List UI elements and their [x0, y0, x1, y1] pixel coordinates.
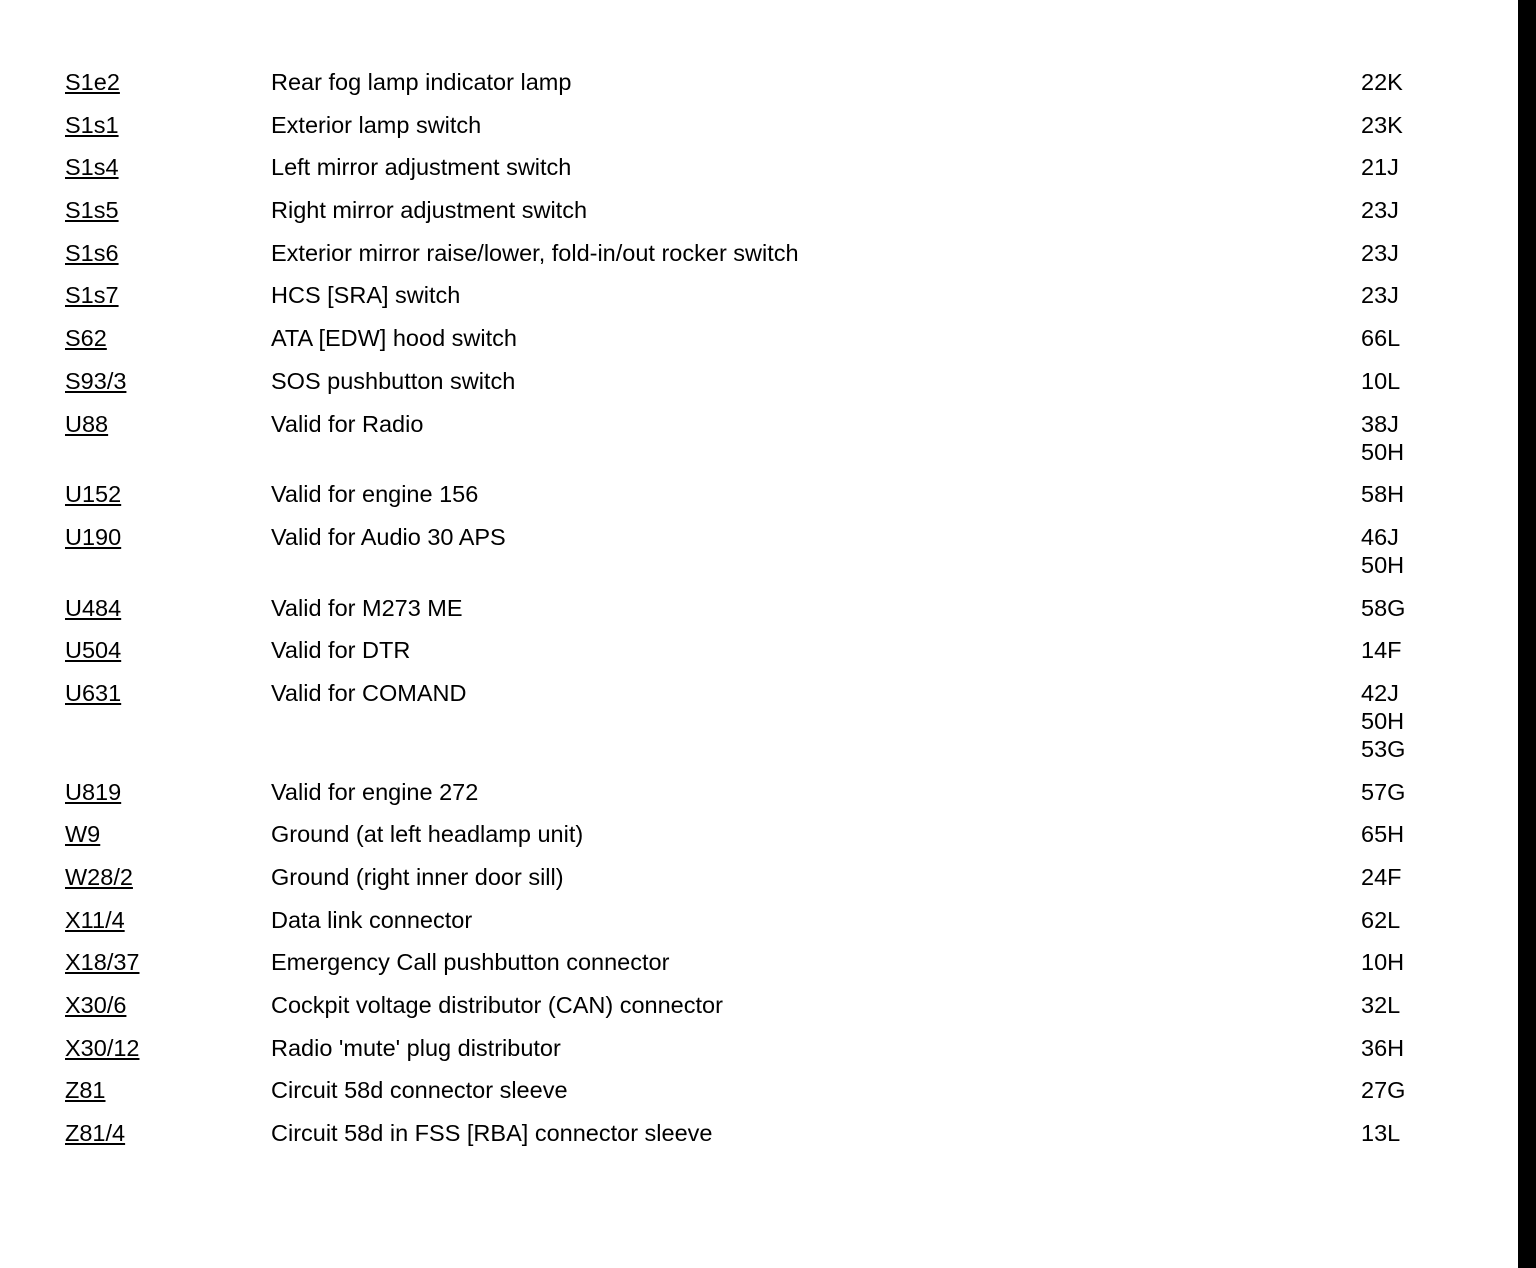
legend-row: [65, 111, 1465, 154]
grid-reference: 13L: [1361, 1120, 1401, 1147]
legend-row: [65, 636, 1465, 679]
grid-references: [1361, 367, 1465, 395]
legend-row: [65, 68, 1465, 111]
component-description: ATA [EDW] hood switch: [271, 325, 517, 352]
grid-references: [1361, 1119, 1465, 1147]
legend-row: [65, 948, 1465, 991]
component-code-link[interactable]: U152: [65, 481, 122, 508]
grid-references: [1361, 991, 1465, 1019]
component-code-cell: [65, 820, 271, 848]
legend-row: [65, 281, 1465, 324]
component-description: Circuit 58d connector sleeve: [271, 1077, 568, 1104]
component-code-cell: [65, 948, 271, 976]
component-description: Ground (at left headlamp unit): [271, 821, 584, 848]
component-code-link[interactable]: X30/6: [65, 992, 127, 1019]
component-code-link[interactable]: S1e2: [65, 69, 120, 95]
component-description: Valid for M273 ME: [271, 594, 463, 621]
grid-references: [1361, 1076, 1465, 1104]
legend-row: [65, 410, 1465, 481]
component-code-cell: [65, 1119, 271, 1147]
component-code-link[interactable]: U504: [65, 637, 122, 664]
component-code-link[interactable]: U88: [65, 410, 109, 437]
grid-references: [1361, 239, 1465, 267]
grid-references: [1361, 196, 1465, 224]
legend-row: [65, 679, 1465, 778]
grid-reference: 32L: [1361, 992, 1401, 1019]
component-description: Valid for DTR: [271, 637, 411, 664]
grid-reference: 36H: [1361, 1034, 1405, 1061]
component-code-link[interactable]: S1s6: [65, 239, 119, 266]
grid-reference: 10L: [1361, 367, 1401, 394]
legend-row: [65, 523, 1465, 594]
grid-reference: 50H: [1361, 551, 1405, 578]
grid-reference: 53G: [1361, 735, 1406, 762]
component-code-cell: [65, 111, 271, 139]
page-edge-bar: [1518, 0, 1536, 1268]
grid-reference: 23J: [1361, 282, 1399, 309]
component-description: Exterior mirror raise/lower, fold-in/out rocker switch: [271, 239, 799, 266]
grid-references: [1361, 863, 1465, 891]
component-code-link[interactable]: S93/3: [65, 367, 127, 394]
component-code-cell: [65, 196, 271, 224]
component-code-link[interactable]: U190: [65, 523, 122, 550]
grid-references: [1361, 636, 1465, 664]
component-code-cell: [65, 636, 271, 664]
grid-reference: 38J: [1361, 410, 1399, 437]
legend-row: [65, 863, 1465, 906]
component-code-link[interactable]: S1s7: [65, 282, 119, 309]
grid-reference: 50H: [1361, 438, 1405, 465]
component-description: Radio 'mute' plug distributor: [271, 1034, 561, 1061]
legend-row: [65, 1034, 1465, 1077]
component-description: Data link connector: [271, 906, 473, 933]
grid-references: [1361, 410, 1465, 466]
legend-row: [65, 153, 1465, 196]
legend-row: [65, 991, 1465, 1034]
component-description: Exterior lamp switch: [271, 111, 482, 138]
component-code-link[interactable]: Z81: [65, 1077, 106, 1104]
component-code-link[interactable]: X11/4: [65, 906, 125, 933]
grid-reference: 21J: [1361, 154, 1399, 181]
component-code-cell: [65, 991, 271, 1019]
component-code-cell: [65, 367, 271, 395]
grid-reference: 23J: [1361, 197, 1399, 224]
component-code-link[interactable]: U819: [65, 778, 122, 805]
component-code-link[interactable]: U631: [65, 679, 122, 706]
component-code-cell: [65, 906, 271, 934]
component-code-cell: [65, 281, 271, 309]
grid-references: [1361, 1034, 1465, 1062]
grid-references: [1361, 778, 1465, 806]
component-description: Valid for Audio 30 APS: [271, 523, 506, 550]
component-code-cell: [65, 480, 271, 508]
grid-references: [1361, 281, 1465, 309]
component-code-cell: [65, 679, 271, 763]
component-code-cell: [65, 153, 271, 181]
component-code-link[interactable]: S1s5: [65, 197, 119, 224]
grid-references: [1361, 820, 1465, 848]
legend-row: [65, 778, 1465, 821]
grid-references: [1361, 111, 1465, 139]
legend-row: [65, 906, 1465, 949]
component-description: Right mirror adjustment switch: [271, 197, 588, 224]
component-code-cell: [65, 778, 271, 806]
legend-row: [65, 594, 1465, 637]
component-code-link[interactable]: W28/2: [65, 864, 133, 890]
legend-row: [65, 324, 1465, 367]
grid-references: [1361, 679, 1465, 763]
component-code-link[interactable]: S1s4: [65, 154, 119, 181]
component-description: Ground (right inner door sill): [271, 864, 564, 890]
grid-references: [1361, 948, 1465, 976]
component-description: Left mirror adjustment switch: [271, 154, 572, 181]
grid-references: [1361, 480, 1465, 508]
component-description: HCS [SRA] switch: [271, 282, 461, 309]
component-description: Circuit 58d in FSS [RBA] connector sleeve: [271, 1120, 713, 1147]
grid-reference: 57G: [1361, 778, 1406, 805]
grid-reference: 58G: [1361, 594, 1406, 621]
component-description: Valid for COMAND: [271, 679, 467, 706]
component-code-link[interactable]: X30/12: [65, 1034, 140, 1061]
legend-row: [65, 1076, 1465, 1119]
component-code-cell: [65, 410, 271, 466]
grid-reference: 22K: [1361, 69, 1403, 95]
legend-row: [65, 480, 1465, 523]
component-description: Valid for Radio: [271, 410, 424, 437]
legend-row: [65, 1119, 1465, 1162]
grid-reference: 65H: [1361, 821, 1405, 848]
grid-reference: 23K: [1361, 111, 1403, 138]
grid-reference: 14F: [1361, 637, 1402, 664]
grid-reference: 24F: [1361, 864, 1402, 890]
component-description: SOS pushbutton switch: [271, 367, 516, 394]
grid-references: [1361, 594, 1465, 622]
grid-reference: 46J: [1361, 523, 1399, 550]
legend-row: [65, 239, 1465, 282]
component-code-cell: [65, 523, 271, 579]
grid-reference: 23J: [1361, 239, 1399, 266]
grid-reference: 42J: [1361, 679, 1399, 706]
component-code-cell: [65, 1034, 271, 1062]
grid-reference: 62L: [1361, 906, 1401, 933]
component-description: Valid for engine 156: [271, 481, 479, 508]
grid-references: [1361, 324, 1465, 352]
component-code-link[interactable]: U484: [65, 594, 122, 621]
component-code-cell: [65, 594, 271, 622]
component-code-cell: [65, 239, 271, 267]
grid-reference: 66L: [1361, 325, 1401, 352]
component-description: Valid for engine 272: [271, 778, 479, 805]
legend-row: [65, 820, 1465, 863]
grid-references: [1361, 68, 1465, 96]
component-code-link[interactable]: S1s1: [65, 111, 119, 138]
grid-references: [1361, 153, 1465, 181]
grid-reference: 58H: [1361, 481, 1405, 508]
grid-reference: 50H: [1361, 707, 1405, 734]
grid-references: [1361, 906, 1465, 934]
component-description: Cockpit voltage distributor (CAN) connector: [271, 992, 723, 1019]
legend-row: [65, 367, 1465, 410]
component-legend-list: [65, 68, 1465, 1162]
component-code-cell: [65, 324, 271, 352]
component-description: Emergency Call pushbutton connector: [271, 949, 670, 976]
component-code-cell: [65, 1076, 271, 1104]
grid-references: [1361, 523, 1465, 579]
component-code-link[interactable]: Z81/4: [65, 1120, 126, 1147]
component-code-cell: [65, 863, 271, 891]
grid-reference: 27G: [1361, 1077, 1406, 1104]
component-description: Rear fog lamp indicator lamp: [271, 69, 572, 95]
legend-row: [65, 196, 1465, 239]
component-code-link[interactable]: X18/37: [65, 949, 140, 976]
component-code-link[interactable]: S62: [65, 325, 107, 352]
grid-reference: 10H: [1361, 949, 1405, 976]
component-code-cell: [65, 68, 271, 96]
component-code-link[interactable]: W9: [65, 821, 101, 848]
